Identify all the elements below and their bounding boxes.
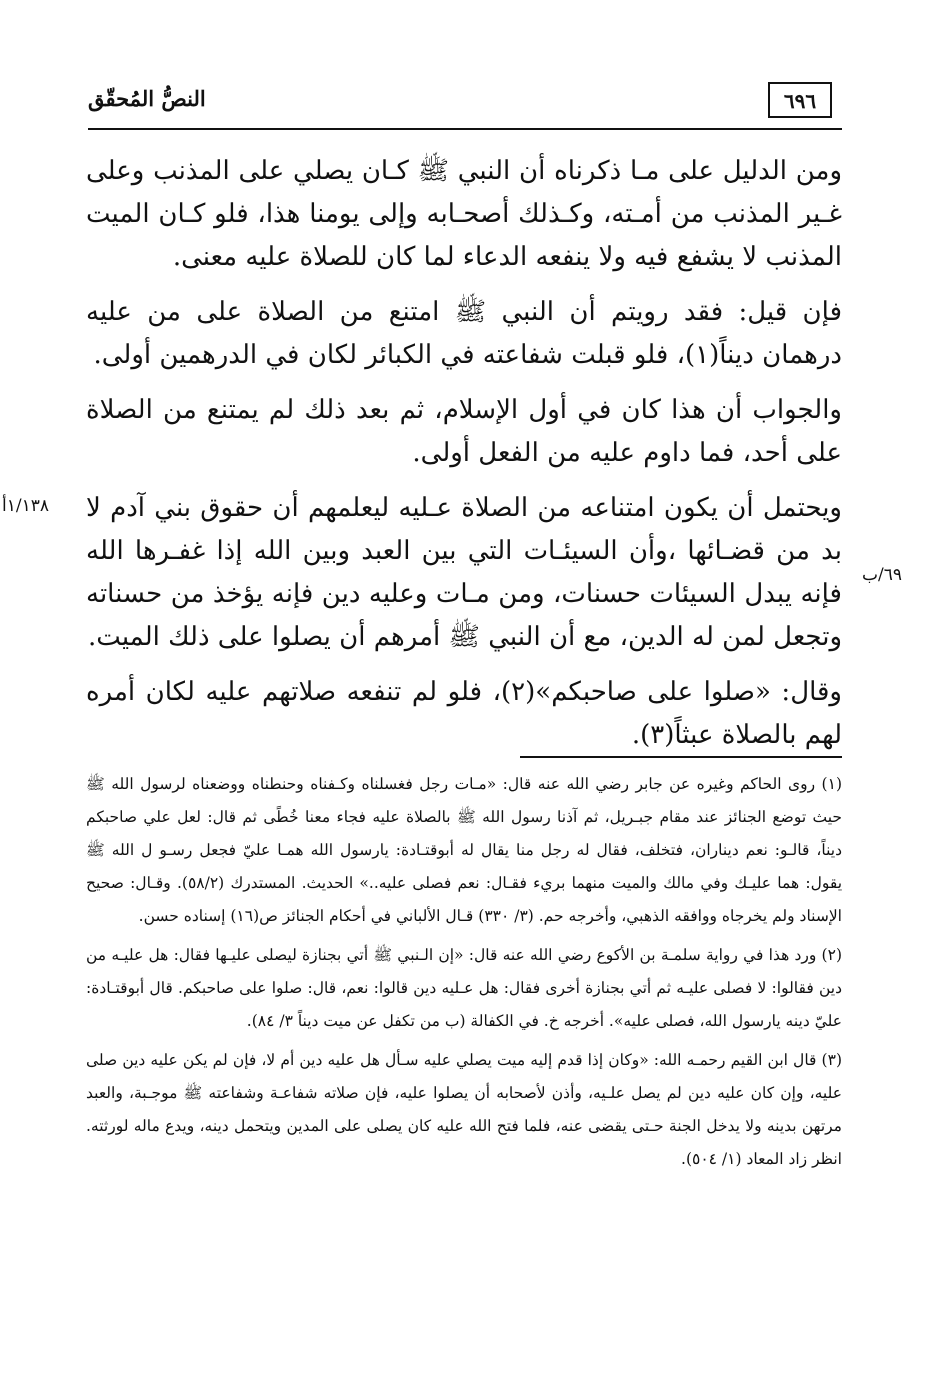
main-text [86,150,842,769]
margin-note-manuscript-folio-b: ٦٩/ب [862,565,902,585]
footnote: (٢) ورد هذا في رواية سلمـة بن الأكوع رضي الله عنه قال: «إن الـنبي ﷺ أتي بجنازة ليصلى عليـها فقال: هل عليـه من دين فقالوا: لا فصلى عليـه ثم أتي بجنازة أخرى فقال: هل عـليه دين قالوا: نعم، قال: صلوا على صاحبكم. قال أبوقتـادة: عليّ دينه يارسول الله، فصلى عليه». أخرجه خ. في الكفالة (ب من تكفل عن ميت ديناً ٣/ ٨٤). [86,946,842,1030]
footnotes [86,768,842,1182]
body-paragraph: فإن قيل: فقد رويتم أن النبي ﷺ امتنع من الصلاة على من عليه درهمان ديناً(١)، فلو قبلت شفاعته في الكبائر لكان في الدرهمين أولى. [86,297,842,370]
footnote: (١) روى الحاكم وغيره عن جابر رضي الله عنه قال: «مـات رجل فغسلناه وكـفناه وحنطناه ووضعناه لرسول الله ﷺ حيث توضع الجنائز عند مقام جبـريل، ثم آذنا رسول الله ﷺ بالصلاة عليه فجاء معنا خُطًى ثم قال: لعل علي صاحبكم ديناً، قالـو: نعم ديناران، فتخلف، فقال له رجل منا يقال له أبوقتـادة: يارسول الله همـا عليّ فجعل رسـو ل الله ﷺ يقول: هما عليـك وفي مالك والميت منهما بريء فقـال: نعم فصلى عليه..» الحديث. المستدرك (٥٨/٢). وقـال: صحيح الإسناد ولم يخرجاه ووافقه الذهبي، وأخرجه حم. (٣/ ٣٣٠) قـال الألباني في أحكام الجنائز ص(١٦) إسناده حسن. [86,775,843,925]
body-paragraph: وقال: «صلوا على صاحبكم»(٢)، فلو لم تنفعه صلاتهم عليه لكان أمره لهم بالصلاة عبثاً(٣). [86,677,842,750]
footnote: (٣) قال ابن القيم رحمـه الله: «وكان إذا قدم إليه ميت يصلي عليه سـأل هل عليه دين أم لا، فإن لم يكن عليه دين صلى عليه، وإن كان عليه دين لم يصل علـيه، وأذن لأصحابه أن يصلوا عليه، فإن صلاته شفاعـة وشفاعته ﷺ موجـبة، والعبد مرتهن بدينه ولا يدخل الجنة حـتى يقضى عنه، فلما فتح الله عليه كان يصلى على المدين ويتحمل دينه، ويدع ماله لورثته. انظر زاد المعاد (١/ ٥٠٤). [86,1051,842,1168]
running-title: النصُّ المُحقّق [88,86,206,111]
body-paragraph: والجواب أن هذا كان في أول الإسلام، ثم بعد ذلك لم يمتنع من الصلاة على أحد، فما داوم عليه من الفعل أولى. [86,395,842,468]
page-number: ٦٩٦ [768,82,832,118]
header-rule [88,128,842,130]
margin-note-manuscript-folio-a: ١/١٣٨أ [2,496,49,516]
page-header [88,82,842,132]
body-paragraph: ويحتمل أن يكون امتناعه من الصلاة عـليه ليعلمهم أن حقوق بني آدم لا بد من قضـائها ،وأن السيئـات التي بين العبد وبين الله إذا غفـرها الله فإنه يبدل السيئات حسنات، ومن مـات وعليه دين فإنه يؤخذ من حسناته وتجعل لمن له الدين، مع أن النبي ﷺ أمرهم أن يصلوا على ذلك الميت. [86,493,842,652]
footnote-separator [520,756,842,758]
body-paragraph: ومن الدليل على مـا ذكرناه أن النبي ﷺ كـان يصلي على المذنب وعلى غـير المذنب من أمـته، وكـذلك أصحـابه وإلى يومنا هذا، فلو كـان الميت المذنب لا يشفع فيه ولا ينفعه الدعاء لما كان للصلاة عليه معنى. [86,156,842,272]
